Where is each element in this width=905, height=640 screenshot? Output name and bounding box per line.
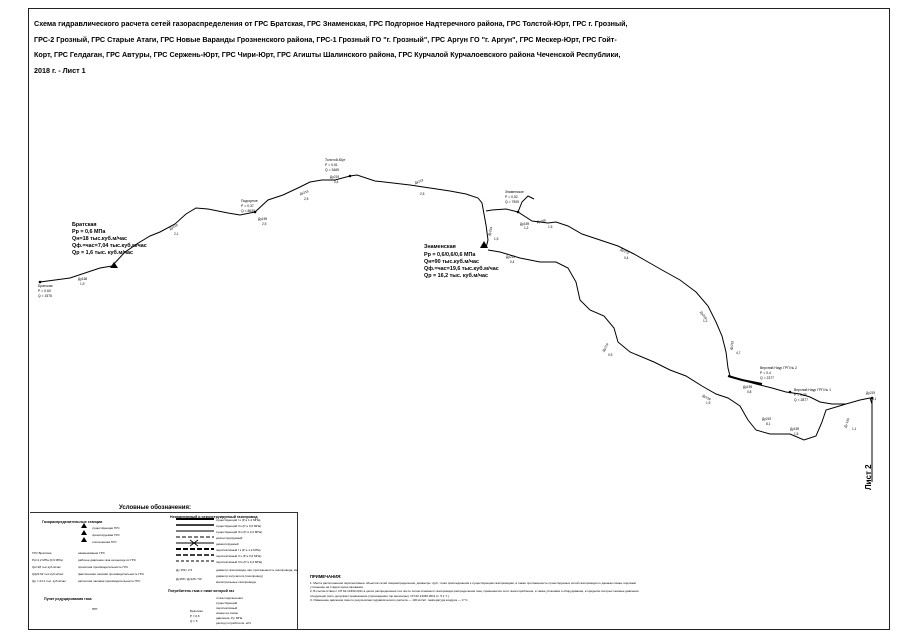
node-podgor-name: Подгорное xyxy=(241,199,258,203)
legend-pipe-item: перспективный III к (Р ≤ 0,3 МПа) xyxy=(216,560,263,564)
node-varn2-q: Q = 2377 xyxy=(760,376,775,380)
segment-label: Ду219 xyxy=(487,226,494,237)
sheet-number-label: Лист 2 xyxy=(864,464,873,490)
segment-length: 2,5 xyxy=(304,197,309,201)
segment-length: 1,2 xyxy=(703,319,708,323)
segment-label: Ду219 xyxy=(506,255,516,259)
note-item: 2. В соответствии с СП 62.13330.2011 в целях распределения поз газ по сетям основного газопровода распределения газа, применяются сети газопотребления, а также установки и оборудования, в пределах которых газовые давления следующие (сеть допускает превышение (прохождения тор величины), СП 62.13330.2011 (п. 5.1.7.). xyxy=(310,589,639,598)
station-znamenskaya-line-2: Qн=90 тыс.куб.м/час xyxy=(424,259,479,265)
pipeline-znam-branch xyxy=(518,196,534,212)
legend-pipe-abbr: Ду 159 / 2,5 xyxy=(176,568,193,572)
node-varn1-name: Верхний Наур ГРП № 1 xyxy=(794,388,832,392)
legend-abbr-desc: рабочее давление газа на выходе из ГРС xyxy=(78,558,137,562)
note-item: 1. Места расположения перспективных объектов сетей газораспределения, диаметры труб, точки присоединения к существующим газопроводам, а также протяженность проектируемых сетей газопровода по данным схемы подлежат уточнению на стадии проектирования. xyxy=(310,581,637,590)
legend-grs-title: Газораспределительные станции xyxy=(42,520,103,524)
legend-consumer-title: Потребитель газа с ниже которой газ xyxy=(168,589,235,593)
legend-title: Условные обозначения: xyxy=(119,505,191,511)
pipeline-znamenskaya-east xyxy=(486,209,872,404)
station-bratskaya-line-1: Рр = 0,6 МПа xyxy=(72,229,106,235)
segment-length: 0,8 xyxy=(747,390,752,394)
legend-consumer-abbr: Р = 0,6 xyxy=(190,614,200,618)
legend-abbr-desc: расчетная часовая производительность ГРС xyxy=(78,579,141,583)
legend-consumer-item: расход потребителя, м³/ч xyxy=(216,621,252,625)
node-znam-name: Знаменское xyxy=(505,190,524,194)
legend-pipe-item: перспективный II к (Р ≤ 0,6 МПа) xyxy=(216,554,262,558)
node-varn2-point xyxy=(759,383,762,386)
legend-pipe-item: существующий III к (Р ≤ 0,3 МПа) xyxy=(216,530,263,534)
legend-pipeline-title: Неизменяемый и реконструируемый газопровод xyxy=(170,515,258,519)
station-znamenskaya-line-3: Qф.=час=19,6 тыс.куб.м/час xyxy=(424,266,499,272)
segment-length: 1,5 xyxy=(794,432,799,436)
segment-label: Ду219 xyxy=(330,175,340,179)
segment-label: Ду219 xyxy=(299,189,310,196)
segment-label: Ду 159 xyxy=(843,417,851,429)
legend-grs-planned: проектируемая ГРС xyxy=(92,533,120,537)
legend-grs-disabled: отключенная ГРС xyxy=(92,540,117,544)
legend-grs-existing: существующая ГРС xyxy=(92,526,120,530)
legend-pipe-item: существующий II к (Р ≤ 0,6 МПа) xyxy=(216,524,262,528)
station-bratskaya-line-4: Qр = 1,6 тыс. куб.м/час xyxy=(72,250,133,256)
segment-length: 0,4 xyxy=(510,260,515,264)
legend-prg-item: ПРГ xyxy=(92,607,98,611)
segment-length: 1,2 xyxy=(524,226,529,230)
station-znamenskaya-name: Знаменская xyxy=(424,244,456,250)
legend-abbr: Qр = 24,1 тыс. куб.м/час xyxy=(32,579,66,583)
node-znam-point xyxy=(517,211,520,214)
segment-label: Ду159 xyxy=(520,222,530,226)
node-tolst-name: Толстой-Юрт xyxy=(325,158,346,162)
legend-pipe-item: демонтируемый xyxy=(216,542,239,546)
legend-abbr-desc: фактическая часовая производительность ГРС xyxy=(78,572,145,576)
node-podgor-p: Р = 0,37 xyxy=(241,204,254,208)
node-znam-q: Q = 7905 xyxy=(505,200,520,204)
segment-length: 4,7 xyxy=(736,351,741,355)
drawing-title: Схема гидравлического расчета сетей газораспределения от ГРС Братская, ГРС Знаменская, ГРС Подгорное Надтеречного района, ГРС Толстой-Юрт, ГРС г. Грозный, ГРС-2 Грозный, ГРС Старые Атаги, ГРС Новые Варанды Грозненского района, ГРС-1 Грозный ГО "г. Грозный", ГРС Аргун ГО "г. Аргун", ГРС Мескер-Юрт, ГРС Гойт-Корт, ГРС Гелдаган, ГРС Автуры, ГРС Сержень-Юрт, ГРС Чири-Юрт, ГРС Агишты Шалинского района, ГРС Курчалой Курчалоевского района Чеченской Республики, 2018 г. - Лист 1 xyxy=(34,19,628,75)
segment-length: 0,4 xyxy=(624,256,629,260)
node-bratsk-point xyxy=(39,281,42,284)
legend-pipe-item: реконструируемый xyxy=(216,536,243,540)
notes-block xyxy=(310,574,650,602)
node-varn2-name: Верхний Наур ГРП № 2 xyxy=(760,366,798,370)
legend-pipe-item: существующий I к (Р ≤ 1,2 МПа) xyxy=(216,518,261,522)
segment-length: 0,9 xyxy=(608,353,613,357)
station-bratskaya-line-2: Qн=18 тыс.куб.м/час xyxy=(72,236,127,242)
node-bratsk-q: Q = 1576 xyxy=(38,294,53,298)
segment-label: Ду159 xyxy=(790,427,800,431)
segment-label: Ду219 xyxy=(601,342,610,353)
legend-consumer-abbr: Q = 6 xyxy=(190,619,198,623)
node-bratsk-name: Братская xyxy=(38,284,53,288)
station-bratskaya-line-3: Qф.=час=7,04 тыс.куб.м/час xyxy=(72,243,147,249)
node-varn1-point xyxy=(789,391,792,394)
segment-label: Ду273 xyxy=(619,247,630,256)
node-varn1-p: Р = 0,36 xyxy=(794,393,807,397)
segment-label: Ду219 xyxy=(413,178,424,185)
legend-consumer-item: номер на схеме xyxy=(216,611,239,615)
segment-length: 1,5 xyxy=(494,237,499,241)
segment-length: 1,5 xyxy=(548,225,553,229)
legend-abbr: Рр=1,2 МПа (0,6 МПа) xyxy=(32,558,63,562)
legend-prg-title: Пункт редуцирования газа xyxy=(44,597,92,601)
legend-consumer-item: давление, Ру, МПа xyxy=(216,616,243,620)
segment-label: Ду219 xyxy=(866,391,876,395)
segment-length: 4,1 xyxy=(872,397,877,401)
segment-length: 8,1 xyxy=(766,422,771,426)
segment-length: 0,4 xyxy=(334,180,339,184)
grs-bratskaya-marker xyxy=(110,262,118,268)
segment-label: Ду168 xyxy=(536,218,547,224)
segment-label: Ду159 xyxy=(258,217,268,221)
node-podgor-q: Q = 8630 xyxy=(241,209,256,213)
legend-pipe-item: диаметр излучателя (газопровод) xyxy=(216,574,263,578)
node-tolst-p: Р = 0,51 xyxy=(325,163,338,167)
segment-label: Ду219 xyxy=(762,417,772,421)
legend-consumer-item: существующий xyxy=(216,601,238,605)
segment-label: Ду219 xyxy=(729,340,735,351)
notes-title: ПРИМЕЧАНИЯ: xyxy=(310,574,342,579)
segment-length: 2,5 xyxy=(262,222,267,226)
segment-length: 2,1 xyxy=(174,232,179,236)
node-znam-p: Р = 0,52 xyxy=(505,195,518,199)
node-tolst-q: Q = 3465 xyxy=(325,168,340,172)
node-tolst-point xyxy=(349,175,352,178)
legend-abbr-desc: проектная производительность ГРС xyxy=(78,565,129,569)
legend-abbr: Qн=18 тыс.куб.м/час xyxy=(32,565,61,569)
pipeline-south-loop xyxy=(488,250,846,440)
segment-label: Ду219 xyxy=(699,310,708,321)
segment-label: Ду159 xyxy=(743,385,753,389)
segment-label: Ду168 xyxy=(78,277,88,281)
station-znamenskaya-line-1: Рр = 0,6/0,6/0,6 МПа xyxy=(424,252,476,258)
pipeline-grp-link xyxy=(728,376,762,384)
legend-pipe-item: диаметр газопровода, мм; протяженность газопровода, км xyxy=(216,568,298,572)
segment-length: 2,5 xyxy=(420,192,425,196)
legend-pipe-item: магистральные газопроводы xyxy=(216,580,257,584)
legend-consumer-item: перспективный xyxy=(216,606,238,610)
legend-abbr-desc: наименование ГРС xyxy=(78,551,105,555)
station-znamenskaya-line-4: Qр = 16,2 тыс. куб.м/час xyxy=(424,273,488,279)
legend-consumer-abbr: Братская xyxy=(190,609,203,613)
segment-label: Ду219 xyxy=(168,223,179,231)
node-varn2-p: Р = 0,4 xyxy=(760,371,771,375)
segment-length: 1,9 xyxy=(80,282,85,286)
segment-length: 1,1 xyxy=(852,427,857,431)
segment-label: Ду159 xyxy=(701,393,712,402)
legend-abbr: ГРС Братская xyxy=(32,551,52,555)
node-varn1-q: Q = 2877 xyxy=(794,398,809,402)
note-item: 3. Изменение давления газа по результатам гидравлического расчета — 100 кгс/м², температура воздуха — 0 °С. xyxy=(310,597,469,602)
legend-box xyxy=(30,512,298,630)
segment-length: 1,9 xyxy=(706,401,711,405)
legend-pipe-abbr: Ду159 / Ду125 / 50 xyxy=(176,577,202,581)
legend-abbr: Qф/3.62 тыс.куб.м/час xyxy=(32,572,64,576)
node-bratsk-p: Р = 0,60 xyxy=(38,289,51,293)
legend-pipe-item: перспективный I к (Р ≤ 1,2 МПа) xyxy=(216,548,261,552)
station-bratskaya-name: Братская xyxy=(72,222,97,228)
legend-consumer-item: точка подключения xyxy=(216,596,243,600)
